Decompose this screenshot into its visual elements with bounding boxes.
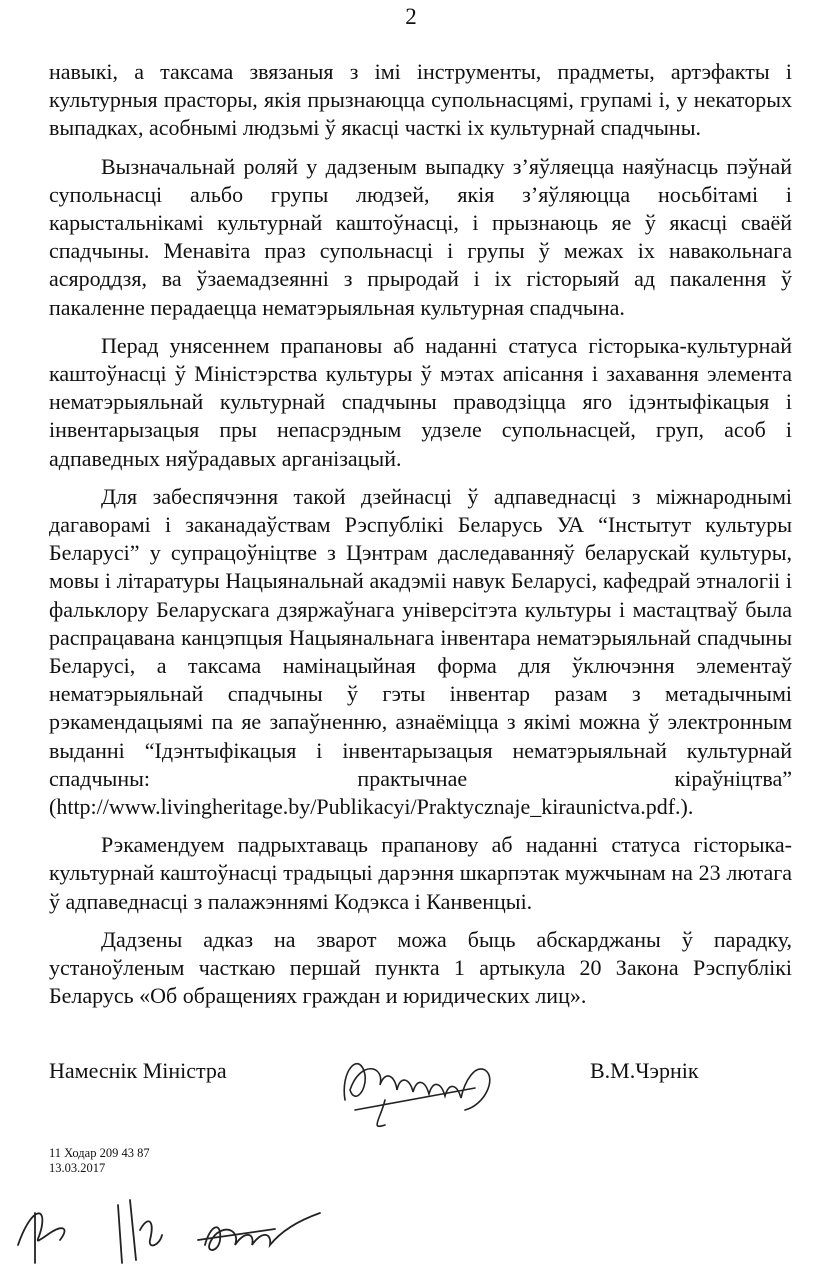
executor-info: 11 Ходар 209 43 87 <box>49 1146 150 1160</box>
approval-initials <box>0 1185 340 1270</box>
paragraph-3: Перад унясеннем прапановы аб наданні статуса гісторыка-культурнай каштоўнасці ў Міністэрства культуры ў мэтах апісання і захавання элемента нематэрыяльнай культурнай спадчыны праводзіцца яго ідэнтыфікацыя і інвентарызацыя пры непасрэдным удзеле супольнасцей, груп, асоб і адпаведных няўрадавых арганізацый. <box>49 332 792 471</box>
letter-body <box>49 58 792 1021</box>
signatory-name: В.М.Чэрнік <box>590 1058 699 1083</box>
executor-footer <box>49 1146 150 1176</box>
paragraph-5: Рэкамендуем падрыхтаваць прапанову аб наданні статуса гісторыка-культурнай каштоўнасці традыцыі дарэння шкарпэтак мужчынам на 23 лютага ў адпаведнасці з палажэннямі Кодэкса і Канвенцыі. <box>49 832 792 914</box>
paragraph-1: навыкі, а таксама звязаныя з імі інструменты, прадметы, артэфакты і культурныя прасторы, якія прызнаюцца супольнасцямі, групамі і, у некаторых выпадках, асобнымі людзьмі ў якасці часткі іх культурнай спадчыны. <box>49 59 792 141</box>
signatory-title: Намеснік Міністра <box>49 1058 227 1083</box>
handwritten-signature <box>325 1030 505 1140</box>
page-number: 2 <box>405 4 417 29</box>
document-date: 13.03.2017 <box>49 1161 106 1175</box>
paragraph-2: Вызначальнай роляй у дадзеным выпадку з’яўляецца наяўнасць пэўнай супольнасці альбо групы людзей, якія з’яўляюцца носьбітамі і карыстальнікамі культурнай каштоўнасці, і прызнаюць яе ў якасці сваёй спадчыны. Менавіта праз супольнасці і групы ў межах іх навакольнага асяроддзя, ва ўзаемадзеянні з прыродай і іх гісторыяй ад пакалення ў пакаленне перадаецца нематэрыяльная культурная спадчына. <box>49 153 792 320</box>
paragraph-4: Для забеспячэння такой дзейнасці ў адпаведнасці з міжнароднымі дагаворамі і заканадаўствам Рэспублікі Беларусь УА “Інстытут культуры Беларусі” у супрацоўніцтве з Цэнтрам даследаванняў беларускай культуры, мовы і літаратуры Нацыянальнай акадэміі навук Беларусі, кафедрай этналогіі і фальклору Беларускага дзяржаўнага універсітэта культуры і мастацтваў была распрацавана канцэпцыя Нацыянальнага інвентара нематэрыяльнай спадчыны Беларусі, а таксама намінацыйная форма для ўключэння элементаў нематэрыяльнай спадчыны ў гэты інвентар разам з метадычнымі рэкамендацыямі па яе запаўненню, азнаёміцца з якімі можна ў электронным выданні “Ідэнтыфікацыя і інвентарызацыя нематэрыяльнай культурнай спадчыны: практычнае кіраўніцтва” (http://www.livingheritage.by/Publikacyi/Praktycznaje_kiraunictva.pdf.). <box>49 483 792 820</box>
paragraph-6: Дадзены адказ на зварот можа быць абскарджаны ў парадку, устаноўленым часткаю першай пункта 1 артыкула 20 Закона Рэспублікі Беларусь «Об обращениях граждан и юридических лиц». <box>49 926 792 1009</box>
